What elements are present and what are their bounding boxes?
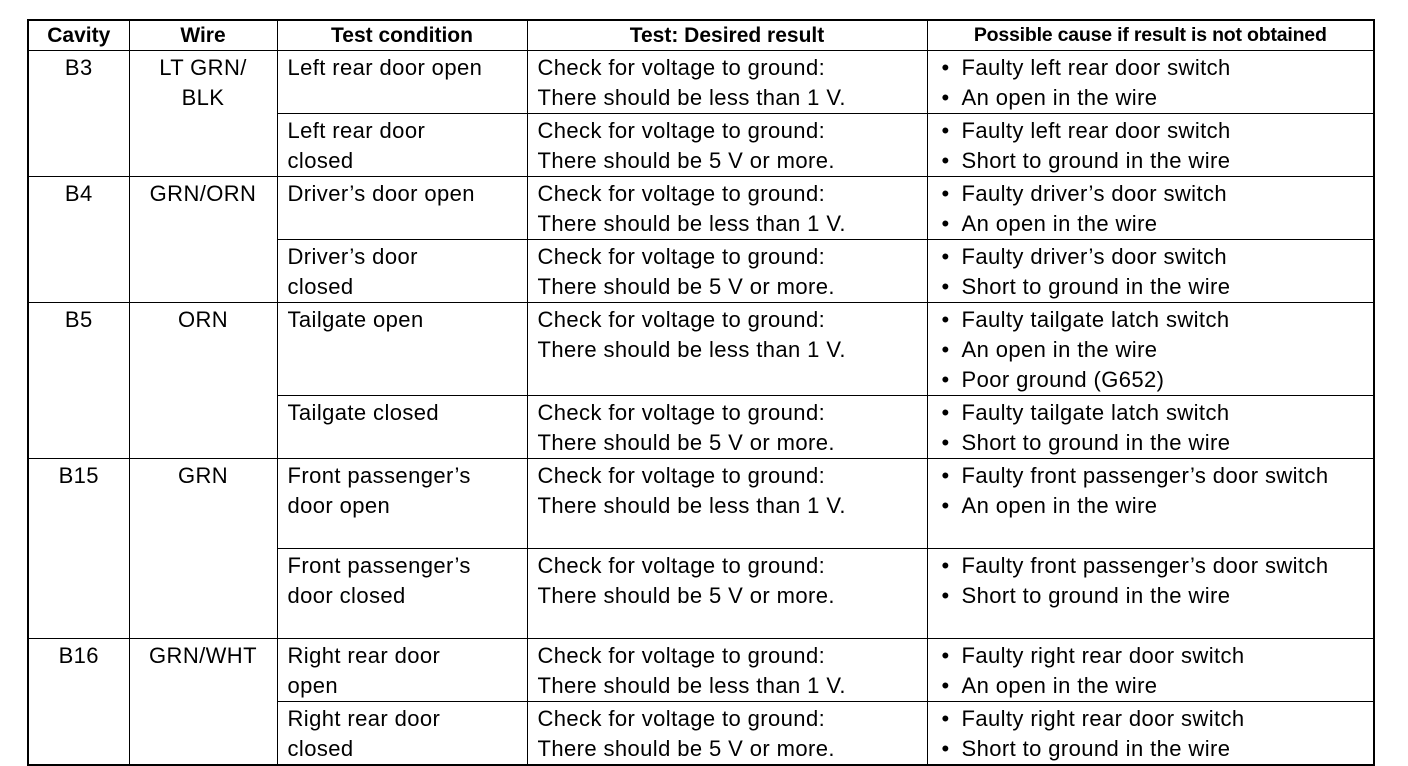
table-row [28, 639, 1374, 702]
causes-cell [927, 549, 1374, 639]
bullet-icon: • [941, 583, 950, 608]
cause-text: Faulty left rear door switch [961, 118, 1231, 143]
cause-item [940, 53, 1370, 83]
causes-cell [927, 240, 1374, 303]
cause-item [940, 671, 1370, 701]
cause-text: An open in the wire [961, 493, 1158, 518]
bullet-icon: • [941, 211, 950, 236]
bullet-icon: • [941, 337, 950, 362]
cause-list [940, 242, 1370, 302]
wire-cell: GRN/WHT [129, 639, 277, 766]
bullet-icon: • [941, 274, 950, 299]
cause-item [940, 242, 1370, 272]
cause-text: Faulty front passenger’s door switch [961, 553, 1329, 578]
cause-text: An open in the wire [961, 211, 1158, 236]
bullet-icon: • [941, 55, 950, 80]
cause-text: Faulty right rear door switch [961, 643, 1245, 668]
result-cell: Check for voltage to ground: There should be less than 1 V. [527, 177, 927, 240]
bullet-icon: • [941, 118, 950, 143]
cause-text: Short to ground in the wire [961, 430, 1231, 455]
cause-item [940, 146, 1370, 176]
cause-text: An open in the wire [961, 85, 1158, 110]
cause-list [940, 551, 1370, 611]
cause-item [940, 272, 1370, 302]
cause-item [940, 305, 1370, 335]
table-row [28, 303, 1374, 396]
condition-cell: Tailgate closed [277, 396, 527, 459]
condition-cell: Left rear door closed [277, 114, 527, 177]
cause-list [940, 116, 1370, 176]
bullet-icon: • [941, 736, 950, 761]
cause-item [940, 428, 1370, 458]
causes-cell [927, 114, 1374, 177]
result-cell: Check for voltage to ground: There should be less than 1 V. [527, 639, 927, 702]
wire-cell: ORN [129, 303, 277, 459]
bullet-icon: • [941, 307, 950, 332]
header-test-condition: Test condition [277, 20, 527, 51]
bullet-icon: • [941, 85, 950, 110]
header-desired-result: Test: Desired result [527, 20, 927, 51]
cause-item [940, 335, 1370, 365]
cause-text: Faulty left rear door switch [961, 55, 1231, 80]
cause-text: Faulty tailgate latch switch [961, 307, 1230, 332]
causes-cell [927, 51, 1374, 114]
header-cavity: Cavity [28, 20, 129, 51]
cause-list [940, 53, 1370, 113]
header-row [28, 20, 1374, 51]
bullet-icon: • [941, 673, 950, 698]
wire-cell: LT GRN/ BLK [129, 51, 277, 177]
causes-cell [927, 396, 1374, 459]
cause-item [940, 581, 1370, 611]
cause-item [940, 704, 1370, 734]
bullet-icon: • [941, 430, 950, 455]
wire-cell: GRN [129, 459, 277, 639]
bullet-icon: • [941, 463, 950, 488]
bullet-icon: • [941, 148, 950, 173]
cause-item [940, 398, 1370, 428]
result-cell: Check for voltage to ground: There should be less than 1 V. [527, 459, 927, 549]
condition-cell: Front passenger’s door closed [277, 549, 527, 639]
cause-list [940, 398, 1370, 458]
cause-item [940, 551, 1370, 581]
bullet-icon: • [941, 706, 950, 731]
cavity-cell: B4 [28, 177, 129, 303]
result-cell: Check for voltage to ground: There should be 5 V or more. [527, 549, 927, 639]
bullet-icon: • [941, 181, 950, 206]
condition-cell: Left rear door open [277, 51, 527, 114]
cause-item [940, 641, 1370, 671]
bullet-icon: • [941, 400, 950, 425]
cause-item [940, 209, 1370, 239]
result-cell: Check for voltage to ground: There should be 5 V or more. [527, 240, 927, 303]
header-possible-cause: Possible cause if result is not obtained [927, 20, 1374, 51]
condition-cell: Tailgate open [277, 303, 527, 396]
cavity-cell: B5 [28, 303, 129, 459]
table-row [28, 51, 1374, 114]
cause-item [940, 491, 1370, 521]
cause-list [940, 179, 1370, 239]
cause-text: Short to ground in the wire [961, 583, 1231, 608]
condition-cell: Right rear door closed [277, 702, 527, 766]
causes-cell [927, 303, 1374, 396]
condition-cell: Front passenger’s door open [277, 459, 527, 549]
causes-cell [927, 177, 1374, 240]
result-cell: Check for voltage to ground: There should be less than 1 V. [527, 303, 927, 396]
cause-text: Short to ground in the wire [961, 148, 1231, 173]
table-row [28, 177, 1374, 240]
bullet-icon: • [941, 367, 950, 392]
cause-list [940, 305, 1370, 395]
cause-text: Short to ground in the wire [961, 736, 1231, 761]
cause-text: Faulty driver’s door switch [961, 181, 1228, 206]
wire-cell: GRN/ORN [129, 177, 277, 303]
bullet-icon: • [941, 493, 950, 518]
bullet-icon: • [941, 553, 950, 578]
condition-cell: Right rear door open [277, 639, 527, 702]
header-wire: Wire [129, 20, 277, 51]
cause-text: Short to ground in the wire [961, 274, 1231, 299]
cause-item [940, 179, 1370, 209]
condition-cell: Driver’s door closed [277, 240, 527, 303]
cause-text: Faulty front passenger’s door switch [961, 463, 1329, 488]
bullet-icon: • [941, 244, 950, 269]
causes-cell [927, 639, 1374, 702]
cause-text: An open in the wire [961, 337, 1158, 362]
cause-text: Faulty right rear door switch [961, 706, 1245, 731]
diagnostic-table [27, 19, 1375, 766]
cause-list [940, 704, 1370, 764]
result-cell: Check for voltage to ground: There should be 5 V or more. [527, 702, 927, 766]
cause-text: An open in the wire [961, 673, 1158, 698]
cause-item [940, 83, 1370, 113]
cause-text: Faulty driver’s door switch [961, 244, 1228, 269]
cause-text: Poor ground (G652) [961, 367, 1165, 392]
result-cell: Check for voltage to ground: There should be less than 1 V. [527, 51, 927, 114]
cause-item [940, 461, 1370, 491]
bullet-icon: • [941, 643, 950, 668]
causes-cell [927, 702, 1374, 766]
cause-list [940, 641, 1370, 701]
causes-cell [927, 459, 1374, 549]
condition-cell: Driver’s door open [277, 177, 527, 240]
cause-item [940, 116, 1370, 146]
cause-item [940, 365, 1370, 395]
cause-text: Faulty tailgate latch switch [961, 400, 1230, 425]
result-cell: Check for voltage to ground: There should be 5 V or more. [527, 114, 927, 177]
cavity-cell: B15 [28, 459, 129, 639]
cause-list [940, 461, 1370, 521]
table-row [28, 459, 1374, 549]
result-cell: Check for voltage to ground: There should be 5 V or more. [527, 396, 927, 459]
cavity-cell: B16 [28, 639, 129, 766]
cavity-cell: B3 [28, 51, 129, 177]
